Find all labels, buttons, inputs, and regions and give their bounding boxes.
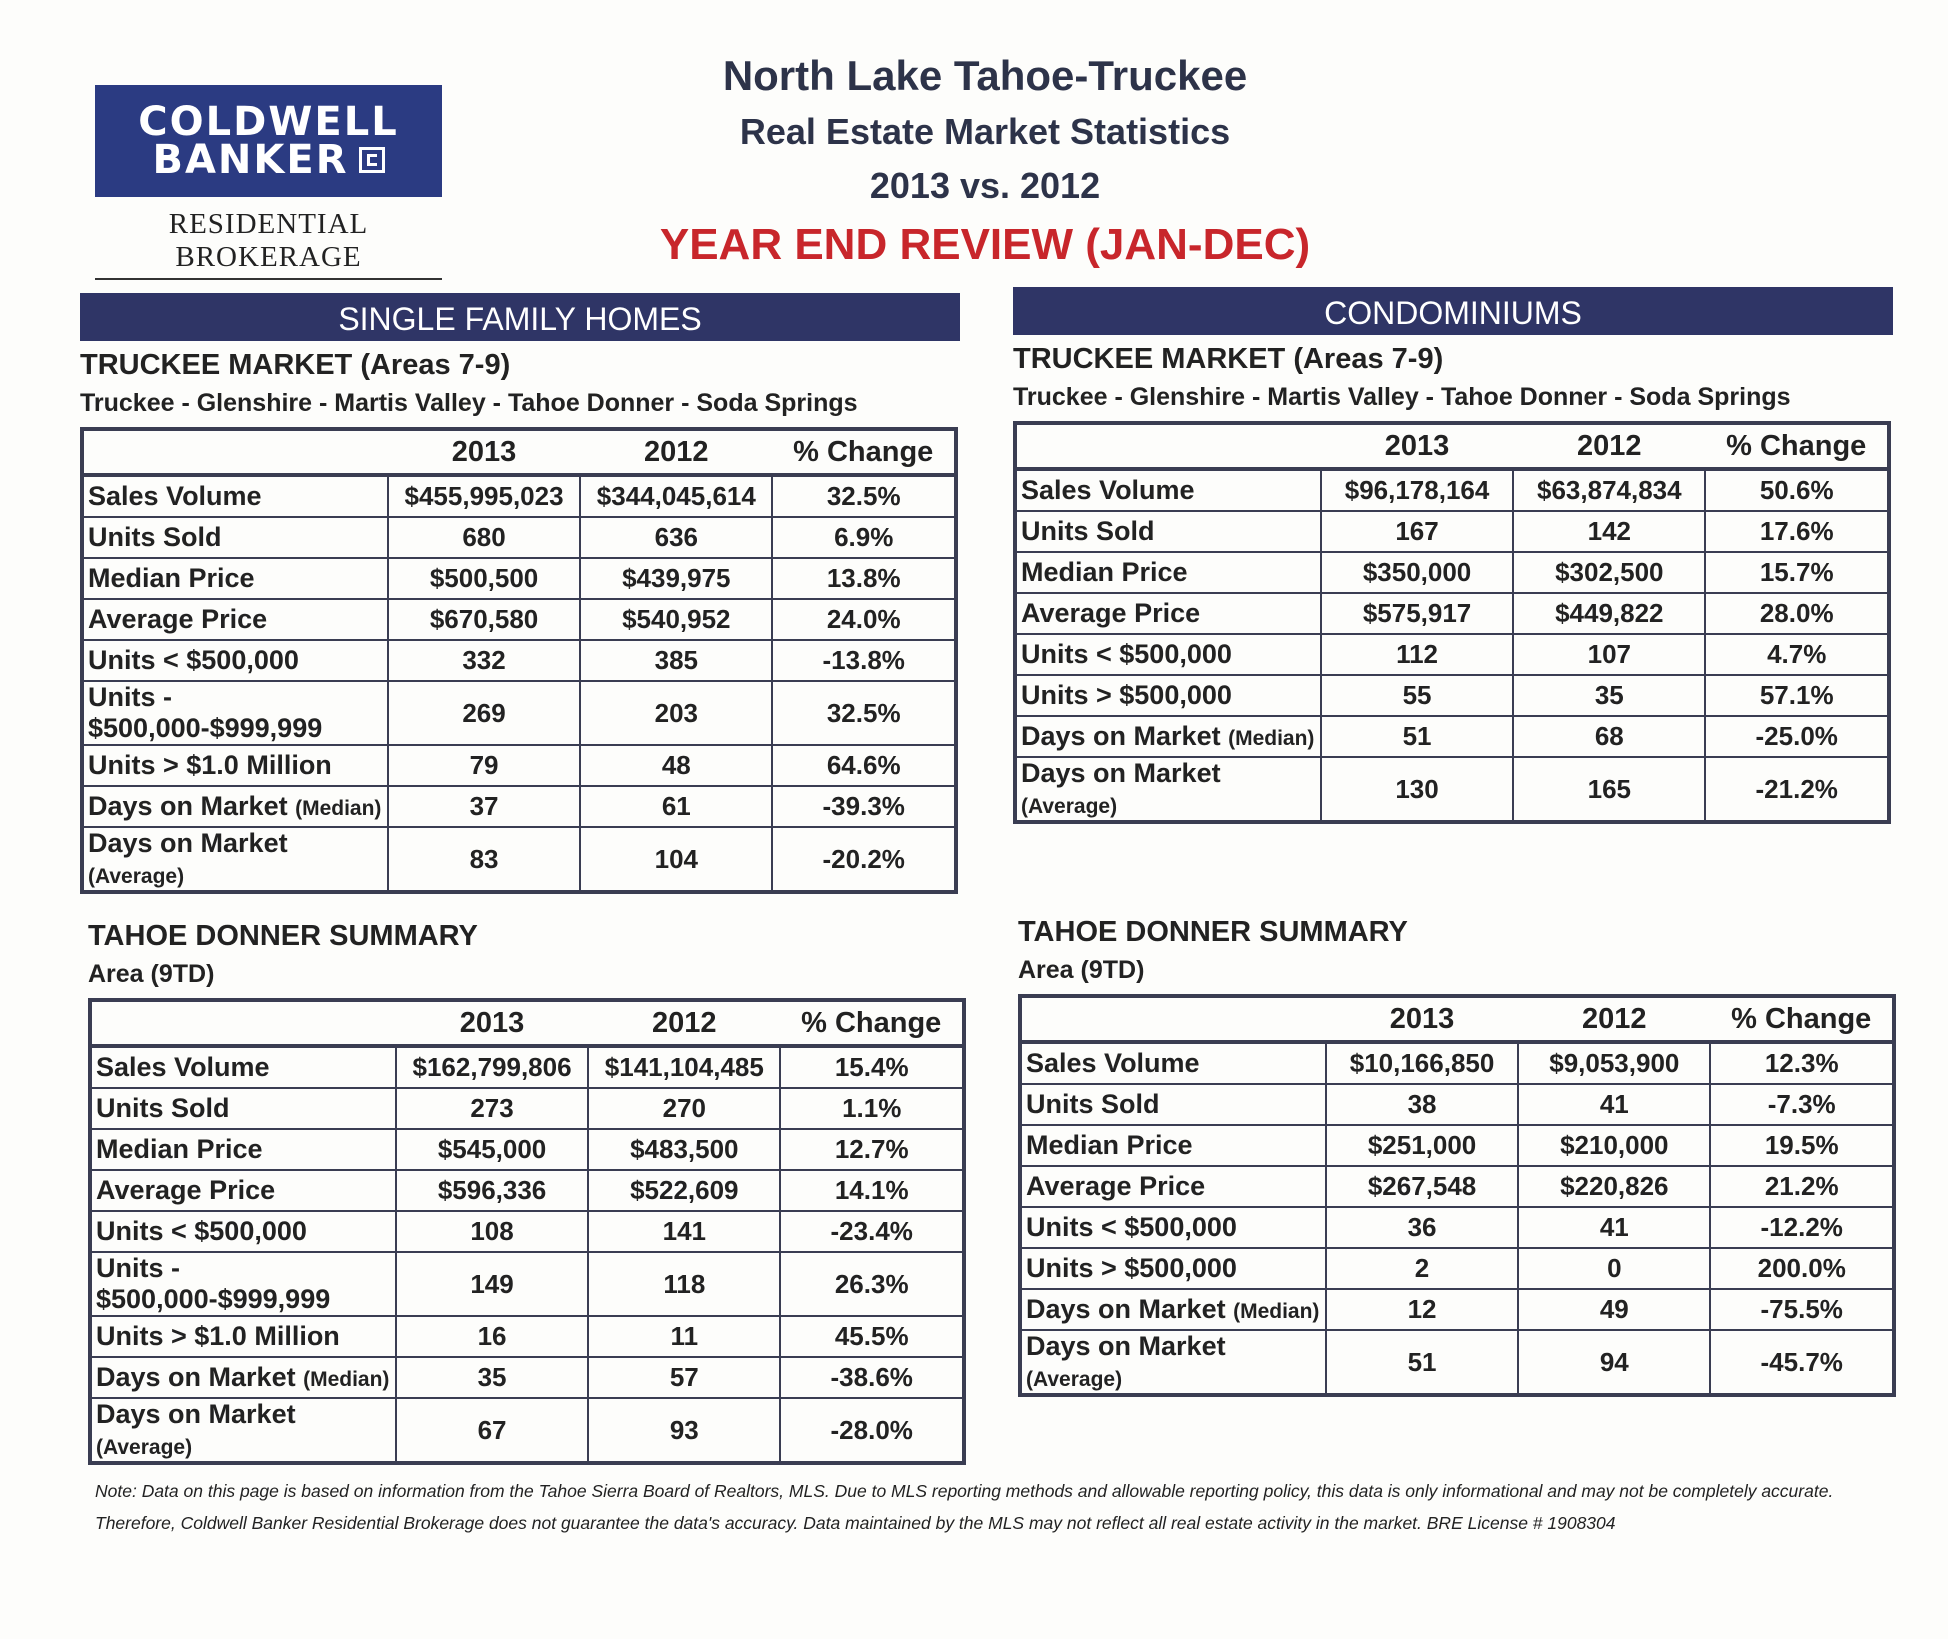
table-row [1020, 1289, 1894, 1330]
percent-change: -7.3% [1710, 1084, 1894, 1125]
table-row [82, 745, 956, 786]
sfh-tahoe-title: TAHOE DONNER SUMMARY [88, 920, 478, 952]
condo-tahoe-table [1018, 994, 1896, 1397]
row-label [90, 1170, 396, 1211]
row-label-text: Days on Market [1021, 721, 1221, 751]
row-label [82, 745, 388, 786]
row-label-text: Days on Market [1021, 758, 1221, 788]
disclaimer-line-1: Note: Data on this page is based on information from the Tahoe Sierra Board of Realtors, MLS. Due to MLS reporting methods and allowable reporting policy, this data is only informational and may not be completely accurate. [95, 1481, 1834, 1501]
row-label-text: Sales Volume [1021, 475, 1195, 505]
table-row [1015, 511, 1889, 552]
percent-change: 32.5% [772, 475, 956, 517]
col-2013-header: 2013 [1326, 996, 1518, 1042]
sfh-tahoe-section [88, 912, 968, 1465]
sfh-truckee-table [80, 427, 958, 894]
percent-change: 14.1% [780, 1170, 964, 1211]
percent-change: -12.2% [1710, 1207, 1894, 1248]
value-2012: $63,874,834 [1513, 469, 1705, 511]
row-label [82, 475, 388, 517]
table-row [1020, 1042, 1894, 1084]
col-2012-header: 2012 [1513, 423, 1705, 469]
percent-change: 64.6% [772, 745, 956, 786]
value-2012: $9,053,900 [1518, 1042, 1710, 1084]
value-2012: 118 [588, 1252, 780, 1316]
row-label-qualifier: (Median) [1233, 1300, 1320, 1323]
row-label-qualifier: (Median) [295, 797, 382, 820]
percent-change: 24.0% [772, 599, 956, 640]
table-row [1020, 1330, 1894, 1395]
col-change-header: % Change [1710, 996, 1894, 1042]
row-label [90, 1046, 396, 1088]
disclaimer-note [95, 1475, 1875, 1539]
row-label [1015, 716, 1321, 757]
percent-change: 6.9% [772, 517, 956, 558]
value-2013: 79 [388, 745, 580, 786]
percent-change: -28.0% [780, 1398, 964, 1463]
sfh-banner: SINGLE FAMILY HOMES [80, 293, 960, 341]
table-row [90, 1046, 964, 1088]
value-2012: 94 [1518, 1330, 1710, 1395]
percent-change: 32.5% [772, 681, 956, 745]
table-row [1020, 1166, 1894, 1207]
row-label-text: Days on Market [1026, 1294, 1226, 1324]
row-label [90, 1211, 396, 1252]
value-2013: 149 [396, 1252, 588, 1316]
value-2013: $350,000 [1321, 552, 1513, 593]
value-2012: 48 [580, 745, 772, 786]
value-2012: 61 [580, 786, 772, 827]
row-label-text: Units Sold [88, 522, 222, 552]
value-2013: $545,000 [396, 1129, 588, 1170]
value-2012: 0 [1518, 1248, 1710, 1289]
table-row [1020, 1125, 1894, 1166]
row-label [1020, 1330, 1326, 1395]
table-row [82, 640, 956, 681]
value-2013: 167 [1321, 511, 1513, 552]
sfh-truckee-title: TRUCKEE MARKET (Areas 7-9) [80, 349, 511, 381]
value-2012: 35 [1513, 675, 1705, 716]
row-label [82, 681, 388, 745]
value-2013: 36 [1326, 1207, 1518, 1248]
table-row [90, 1316, 964, 1357]
percent-change: 57.1% [1705, 675, 1889, 716]
row-label [1020, 1289, 1326, 1330]
row-label [90, 1252, 396, 1316]
value-2013: $10,166,850 [1326, 1042, 1518, 1084]
value-2012: 41 [1518, 1084, 1710, 1125]
row-label-text: Units < $500,000 [96, 1216, 307, 1246]
value-2013: $96,178,164 [1321, 469, 1513, 511]
row-label-text: Units Sold [96, 1093, 230, 1123]
value-2012: 142 [1513, 511, 1705, 552]
row-label [1020, 1125, 1326, 1166]
col-change-header: % Change [780, 1000, 964, 1046]
value-2013: 55 [1321, 675, 1513, 716]
row-label-qualifier: (Median) [1228, 727, 1315, 750]
value-2012: 107 [1513, 634, 1705, 675]
row-label-text: Sales Volume [1026, 1048, 1200, 1078]
row-label-text: Average Price [88, 604, 268, 634]
value-2012: $522,609 [588, 1170, 780, 1211]
value-2012: 636 [580, 517, 772, 558]
row-label [1015, 757, 1321, 822]
value-2012: 11 [588, 1316, 780, 1357]
value-2013: 680 [388, 517, 580, 558]
value-2013: $455,995,023 [388, 475, 580, 517]
col-2012-header: 2012 [1518, 996, 1710, 1042]
value-2012: $449,822 [1513, 593, 1705, 634]
row-label-text: Days on Market [96, 1362, 296, 1392]
sfh-truckee-subtitle: Truckee - Glenshire - Martis Valley - Tahoe Donner - Soda Springs [80, 389, 858, 417]
percent-change: 12.7% [780, 1129, 964, 1170]
percent-change: 200.0% [1710, 1248, 1894, 1289]
table-row [1015, 469, 1889, 511]
row-label-text: Days on Market [88, 791, 288, 821]
value-2013: 112 [1321, 634, 1513, 675]
row-label-text: Median Price [1026, 1130, 1193, 1160]
row-label-text: Sales Volume [88, 481, 262, 511]
table-row [90, 1211, 964, 1252]
value-2012: 104 [580, 827, 772, 892]
table-row [1015, 757, 1889, 822]
value-2013: 35 [396, 1357, 588, 1398]
table-row [90, 1129, 964, 1170]
row-label-text: Days on Market [88, 828, 288, 858]
table-row [1015, 593, 1889, 634]
col-label-header [90, 1000, 396, 1046]
row-label-text: Sales Volume [96, 1052, 270, 1082]
logo-line-2-text: BANKER [152, 137, 349, 183]
value-2012: 57 [588, 1357, 780, 1398]
value-2012: 203 [580, 681, 772, 745]
value-2013: $670,580 [388, 599, 580, 640]
logo-subtitle: RESIDENTIAL BROKERAGE [95, 208, 442, 280]
value-2012: $141,104,485 [588, 1046, 780, 1088]
row-label-text: Units > $1.0 Million [88, 750, 332, 780]
table-row [82, 558, 956, 599]
table-header-row [82, 429, 956, 475]
percent-change: 13.8% [772, 558, 956, 599]
col-label-header [1020, 996, 1326, 1042]
value-2013: 12 [1326, 1289, 1518, 1330]
comparison-title: 2013 vs. 2012 [869, 165, 1101, 206]
col-label-header [82, 429, 388, 475]
row-label [1020, 1166, 1326, 1207]
condo-truckee-table [1013, 421, 1891, 824]
condo-truckee-subtitle: Truckee - Glenshire - Martis Valley - Tahoe Donner - Soda Springs [1013, 383, 1791, 411]
table-row [1015, 675, 1889, 716]
company-logo [95, 85, 442, 197]
row-label [1015, 469, 1321, 511]
value-2013: 51 [1326, 1330, 1518, 1395]
logo-line-1: COLDWELL [138, 99, 399, 145]
row-label [1020, 1042, 1326, 1084]
value-2013: 38 [1326, 1084, 1518, 1125]
row-label-text: Average Price [1026, 1171, 1206, 1201]
percent-change: -45.7% [1710, 1330, 1894, 1395]
row-label-qualifier: (Average) [88, 865, 185, 888]
page-title: North Lake Tahoe-Truckee [722, 52, 1248, 99]
row-label-text: Units > $1.0 Million [96, 1321, 340, 1351]
col-2012-header: 2012 [580, 429, 772, 475]
row-label-text: Median Price [88, 563, 255, 593]
percent-change: -21.2% [1705, 757, 1889, 822]
table-row [1015, 634, 1889, 675]
value-2013: $500,500 [388, 558, 580, 599]
row-label [90, 1129, 396, 1170]
sfh-section [80, 293, 960, 894]
percent-change: 12.3% [1710, 1042, 1894, 1084]
value-2013: 67 [396, 1398, 588, 1463]
row-label-text: Units - $500,000-$999,999 [88, 682, 323, 743]
row-label-text: Average Price [1021, 598, 1201, 628]
col-label-header [1015, 423, 1321, 469]
table-row [82, 786, 956, 827]
row-label-qualifier: (Average) [1021, 795, 1118, 818]
condo-banner: CONDOMINIUMS [1013, 287, 1893, 335]
value-2013: 83 [388, 827, 580, 892]
row-label-text: Average Price [96, 1175, 276, 1205]
table-header-row [90, 1000, 964, 1046]
row-label [82, 517, 388, 558]
value-2013: 269 [388, 681, 580, 745]
row-label [1015, 634, 1321, 675]
value-2012: 141 [588, 1211, 780, 1252]
table-row [1015, 716, 1889, 757]
percent-change: 21.2% [1710, 1166, 1894, 1207]
table-row [82, 599, 956, 640]
value-2012: $210,000 [1518, 1125, 1710, 1166]
row-label-qualifier: (Median) [303, 1368, 390, 1391]
percent-change: -75.5% [1710, 1289, 1894, 1330]
row-label-qualifier: (Average) [96, 1436, 193, 1459]
row-label [1020, 1084, 1326, 1125]
percent-change: 4.7% [1705, 634, 1889, 675]
row-label [90, 1316, 396, 1357]
row-label [1015, 675, 1321, 716]
col-2013-header: 2013 [388, 429, 580, 475]
sfh-tahoe-subtitle: Area (9TD) [88, 960, 215, 988]
row-label-text: Units < $500,000 [88, 645, 299, 675]
value-2012: 165 [1513, 757, 1705, 822]
value-2013: $162,799,806 [396, 1046, 588, 1088]
row-label-text: Units > $500,000 [1021, 680, 1232, 710]
value-2012: 385 [580, 640, 772, 681]
sfh-tahoe-table [88, 998, 966, 1465]
disclaimer-line-2: Therefore, Coldwell Banker Residential Brokerage does not guarantee the data's accuracy. Data maintained by the MLS may not reflect all real estate activity in the market. BRE License # 1908304 [95, 1513, 1616, 1533]
table-row [1020, 1248, 1894, 1289]
row-label-text: Units Sold [1026, 1089, 1160, 1119]
row-label [1020, 1207, 1326, 1248]
row-label-text: Days on Market [1026, 1331, 1226, 1361]
col-change-header: % Change [772, 429, 956, 475]
row-label [82, 786, 388, 827]
table-row [82, 827, 956, 892]
percent-change: 19.5% [1710, 1125, 1894, 1166]
table-row [90, 1170, 964, 1211]
percent-change: -39.3% [772, 786, 956, 827]
table-row [1015, 552, 1889, 593]
percent-change: -25.0% [1705, 716, 1889, 757]
value-2013: $596,336 [396, 1170, 588, 1211]
col-2012-header: 2012 [588, 1000, 780, 1046]
row-label-text: Median Price [1021, 557, 1188, 587]
value-2013: 2 [1326, 1248, 1518, 1289]
condo-tahoe-subtitle: Area (9TD) [1018, 956, 1145, 984]
condo-tahoe-title: TAHOE DONNER SUMMARY [1018, 916, 1408, 948]
percent-change: -13.8% [772, 640, 956, 681]
review-title: YEAR END REVIEW (JAN-DEC) [659, 220, 1311, 269]
table-row [1020, 1084, 1894, 1125]
value-2012: 68 [1513, 716, 1705, 757]
percent-change: 45.5% [780, 1316, 964, 1357]
value-2012: 93 [588, 1398, 780, 1463]
table-row [82, 475, 956, 517]
percent-change: -38.6% [780, 1357, 964, 1398]
row-label [82, 640, 388, 681]
percent-change: 50.6% [1705, 469, 1889, 511]
value-2012: $439,975 [580, 558, 772, 599]
percent-change: 15.4% [780, 1046, 964, 1088]
row-label [1015, 511, 1321, 552]
row-label-text: Units < $500,000 [1026, 1212, 1237, 1242]
table-row [82, 681, 956, 745]
table-header-row [1020, 996, 1894, 1042]
value-2012: 41 [1518, 1207, 1710, 1248]
percent-change: -23.4% [780, 1211, 964, 1252]
value-2013: $251,000 [1326, 1125, 1518, 1166]
percent-change: 28.0% [1705, 593, 1889, 634]
condo-truckee-title: TRUCKEE MARKET (Areas 7-9) [1013, 343, 1444, 375]
value-2012: $344,045,614 [580, 475, 772, 517]
row-label-text: Units Sold [1021, 516, 1155, 546]
value-2012: 270 [588, 1088, 780, 1129]
row-label [1020, 1248, 1326, 1289]
page-subtitle: Real Estate Market Statistics [739, 111, 1231, 152]
row-label-text: Units - $500,000-$999,999 [96, 1253, 331, 1314]
table-row [82, 517, 956, 558]
value-2013: 51 [1321, 716, 1513, 757]
percent-change: -20.2% [772, 827, 956, 892]
value-2013: 332 [388, 640, 580, 681]
value-2013: 37 [388, 786, 580, 827]
row-label-text: Units < $500,000 [1021, 639, 1232, 669]
table-row [90, 1357, 964, 1398]
value-2012: $220,826 [1518, 1166, 1710, 1207]
row-label-text: Days on Market [96, 1399, 296, 1429]
value-2012: $483,500 [588, 1129, 780, 1170]
percent-change: 15.7% [1705, 552, 1889, 593]
row-label [90, 1088, 396, 1129]
value-2013: 16 [396, 1316, 588, 1357]
value-2013: 108 [396, 1211, 588, 1252]
row-label [82, 827, 388, 892]
percent-change: 26.3% [780, 1252, 964, 1316]
col-2013-header: 2013 [1321, 423, 1513, 469]
row-label-qualifier: (Average) [1026, 1368, 1123, 1391]
value-2013: 273 [396, 1088, 588, 1129]
condo-tahoe-section [1018, 908, 1898, 1397]
row-label [90, 1357, 396, 1398]
value-2013: $267,548 [1326, 1166, 1518, 1207]
logo-line-2 [152, 137, 384, 183]
col-2013-header: 2013 [396, 1000, 588, 1046]
value-2013: $575,917 [1321, 593, 1513, 634]
condo-section [1013, 287, 1893, 824]
row-label [82, 599, 388, 640]
logo-mark-icon [359, 147, 385, 173]
col-change-header: % Change [1705, 423, 1889, 469]
row-label [90, 1398, 396, 1463]
value-2012: $302,500 [1513, 552, 1705, 593]
percent-change: 17.6% [1705, 511, 1889, 552]
row-label [1015, 552, 1321, 593]
value-2013: 130 [1321, 757, 1513, 822]
table-row [90, 1252, 964, 1316]
row-label [82, 558, 388, 599]
row-label [1015, 593, 1321, 634]
value-2012: 49 [1518, 1289, 1710, 1330]
percent-change: 1.1% [780, 1088, 964, 1129]
table-header-row [1015, 423, 1889, 469]
table-row [1020, 1207, 1894, 1248]
row-label-text: Units > $500,000 [1026, 1253, 1237, 1283]
table-row [90, 1398, 964, 1463]
table-row [90, 1088, 964, 1129]
value-2012: $540,952 [580, 599, 772, 640]
row-label-text: Median Price [96, 1134, 263, 1164]
